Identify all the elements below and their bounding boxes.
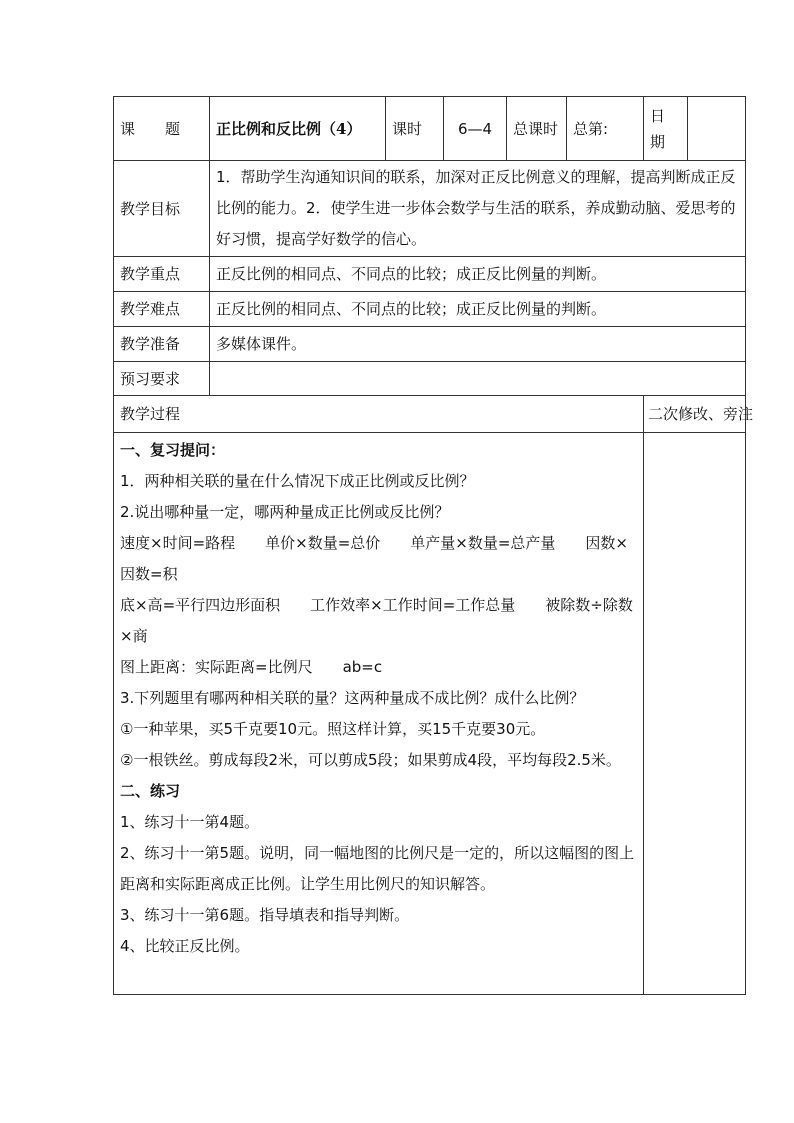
process-line: 速度×时间=路程 单价×数量=总价 单产量×数量=总产量 因数×因数=积: [120, 534, 628, 583]
lesson-plan-table: [113, 96, 754, 995]
side-notes-area: [644, 433, 746, 995]
process-line: 图上距离：实际距离=比例尺 ab=c: [120, 658, 383, 676]
difficulty-label: 教学难点: [114, 292, 210, 327]
prep-row: [114, 327, 746, 362]
process-header-row: [114, 396, 746, 433]
period-value: 6—4: [444, 97, 507, 161]
process-line: 3.下列题里有哪两种相关联的量？这两种量成不成比例？成什么比例？: [120, 689, 585, 707]
date-label: [644, 97, 688, 161]
date-label-bottom: 期: [650, 132, 666, 151]
process-line: 2、练习十一第5题。说明，同一幅地图的比例尺是一定的，所以这幅图的图上距离和实际距离成正比例。让学生用比例尺的知识解答。: [120, 844, 635, 893]
preview-row: [114, 362, 746, 396]
process-line: ①一种苹果，买5千克要10元。照这样计算，买15千克要30元。: [120, 720, 546, 738]
process-body-row: [114, 433, 746, 995]
side-notes-label: 二次修改、旁注: [644, 396, 746, 433]
total-label: 总课时: [507, 97, 567, 161]
lesson-title: 正比例和反比例（4）: [210, 97, 386, 161]
key-label: 教学重点: [114, 257, 210, 292]
objective-text: 1．帮助学生沟通知识间的联系，加深对正反比例意义的理解，提高判断成正反比例的能力。2．使学生进一步体会数学与生活的联系，养成勤动脑、爱思考的好习惯，提高学好数学的信心。: [210, 161, 746, 257]
key-text: 正反比例的相同点、不同点的比较；成正反比例量的判断。: [210, 257, 746, 292]
date-label-top: 日: [650, 106, 666, 125]
process-line: 1、练习十一第4题。: [120, 813, 260, 831]
period-label: 课时: [386, 97, 444, 161]
date-value: [688, 97, 746, 161]
prep-text: 多媒体课件。: [210, 327, 746, 362]
preview-label: 预习要求: [114, 362, 210, 396]
process-line: 3、练习十一第6题。指导填表和指导判断。: [120, 906, 410, 924]
process-body: [114, 433, 644, 995]
objective-row: [114, 161, 746, 257]
preview-text: [210, 362, 746, 396]
process-line: 1．两种相关联的量在什么情况下成正比例或反比例？: [120, 472, 475, 490]
section-review-heading: 一、复习提问：: [120, 441, 226, 459]
process-line: 4、比较正反比例。: [120, 937, 250, 955]
process-label: 教学过程: [114, 396, 644, 433]
process-line: 2.说出哪种量一定，哪两种量成正比例或反比例？: [120, 503, 450, 521]
key-row: [114, 257, 746, 292]
section-practice-heading: 二、练习: [120, 782, 181, 800]
total-no-label: 总第:: [567, 97, 644, 161]
prep-label: 教学准备: [114, 327, 210, 362]
header-row: [114, 97, 746, 161]
subject-label: 课 题: [114, 97, 210, 161]
objective-label: 教学目标: [114, 161, 210, 257]
difficulty-text: 正反比例的相同点、不同点的比较；成正反比例量的判断。: [210, 292, 746, 327]
difficulty-row: [114, 292, 746, 327]
process-line: 底×高=平行四边形面积 工作效率×工作时间=工作总量 被除数÷除数×商: [120, 596, 633, 645]
process-line: ②一根铁丝。剪成每段2米，可以剪成5段；如果剪成4段，平均每段2.5米。: [120, 751, 621, 769]
